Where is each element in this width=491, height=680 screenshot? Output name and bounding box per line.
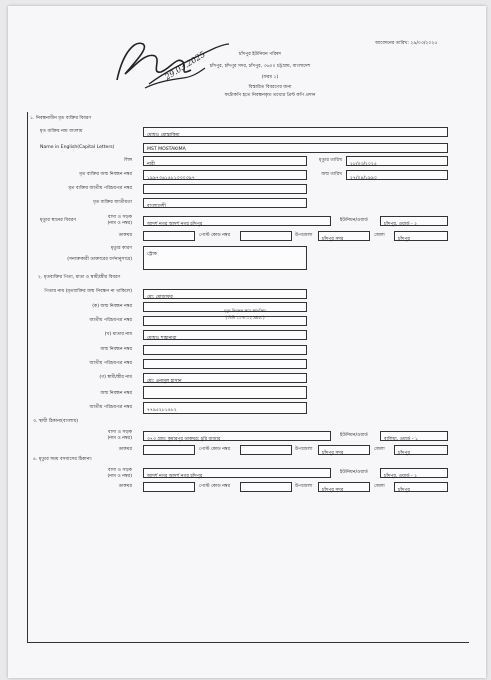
sex-field: নারী <box>143 156 307 166</box>
perm-upazila-field: চাঁদপুর সদর <box>318 445 370 455</box>
spouse-brn-label: জন্ম নিবন্ধন নম্বর <box>100 391 132 396</box>
res-upazila-label: উপজেলা <box>295 484 313 489</box>
death-postcode-field <box>240 231 292 241</box>
mother-brn-label: জন্ম নিবন্ধন নম্বর <box>100 347 132 352</box>
father-label: পিতার নাম (মৃতব্যক্তির জন্ম নিবন্ধন না থাকিলে) <box>44 289 132 294</box>
mother-field: মোছাঃ শাহানারা <box>143 330 307 340</box>
res-ward-label: ইউনিয়ন/ওয়ার্ড <box>340 470 368 475</box>
death-place-label: মৃত্যুর স্থানের বিবরণ <box>40 218 76 223</box>
subtitle-2: ফটোকপি হতে নিবন্ধনকৃত তথ্যের প্রিন্ট কপি প্রদান <box>224 93 316 98</box>
res-postcode-label: পোস্ট কোড নম্বর <box>199 484 231 489</box>
death-district-field: চাঁদপুর <box>394 231 448 241</box>
father-brn-label: (ক) জন্ম নিবন্ধন নম্বর <box>92 304 132 309</box>
section3-title: ৩. স্থায়ী ঠিকানা(বাংলায়) <box>33 419 79 424</box>
cause-label: মৃত্যুর কারণ <box>110 246 132 251</box>
mother-nid-field <box>143 359 307 369</box>
perm-ward-label: ইউনিয়ন/ওয়ার্ড <box>340 433 368 438</box>
res-village-field: আদর্শ নগর আদর্শ নগর চাঁদপুর <box>143 468 331 478</box>
perm-village-sub: (নাম ও নম্বর) <box>107 436 132 441</box>
spouse-nid-field: ৭৭৯৫২৮১৪৮২ <box>143 402 307 414</box>
perm-postcode-field <box>240 445 292 455</box>
dod-field: ২৮/০৩/২০২৫ <box>346 156 448 166</box>
spouse-nid-label: জাতীয় পরিচয়পত্র নম্বর <box>89 405 132 410</box>
death-postcode-label: পোস্ট কোড নম্বর <box>199 233 231 238</box>
res-po-label: ডাকঘর <box>118 484 132 489</box>
handwritten-signature <box>105 22 235 102</box>
sex-label: লিঙ্গ <box>124 158 132 163</box>
death-village-field: আদর্শ নগর আদর্শ নগর চাঁদপুর <box>143 216 331 226</box>
res-village-label: বাসা ও সড়ক <box>107 468 132 473</box>
office-name: চাঁদপুর ইউনিয়ন পরিষদ <box>238 52 282 57</box>
name-en-label: Name in English(Capital Letters) <box>40 145 115 150</box>
nid-field <box>143 184 307 194</box>
mother-brn-field <box>143 345 307 355</box>
death-upazila-label: উপজেলা <box>295 233 313 238</box>
perm-village-label: বাসা ও সড়ক <box>107 430 132 435</box>
dob-label: জন্ম তারিখ <box>321 172 342 177</box>
nationality-field: বাংলাদেশী <box>143 198 307 208</box>
form-number: (ফরম ১) <box>261 75 279 80</box>
death-district-label: জেলা <box>374 233 385 238</box>
perm-ward-field: বালিয়া, ওয়ার্ড - ১ <box>380 431 448 441</box>
cause-sub: (সনাক্তকারী ডাক্তারের বর্ণনানুসারে) <box>67 257 132 262</box>
perm-village-field: ৩৭৩ গ্রাম: কুমারপুর ডাকঘর: চুরি বাজার <box>143 431 331 441</box>
res-village-sub: (নাম ও নম্বর) <box>107 474 132 479</box>
office-address: চাঁদপুর, চাঁদপুর সদর, চাঁদপুর, ৩৬০০ চট্টগ্রাম, বাংলাদেশ <box>209 64 311 69</box>
perm-district-label: জেলা <box>374 447 385 452</box>
res-ward-field: চাঁদপুর, ওয়ার্ড - ২ <box>380 468 448 478</box>
signature-date: 29.03.2025 <box>163 49 207 82</box>
perm-district-field: চাঁদপুর <box>394 445 448 455</box>
spouse-brn-field <box>143 386 307 399</box>
subtitle-1: বিস্তারিত বিবরণের জন্য <box>248 85 292 90</box>
dod-label: মৃত্যুর তারিখ <box>319 158 342 163</box>
section1-title: ১. নিবন্ধনাধীন মৃত ব্যক্তির বিবরণ <box>30 116 92 121</box>
death-ward-field: চাঁদপুর, ওয়ার্ড - ২ <box>380 216 448 226</box>
death-ward-label: ইউনিয়ন/ওয়ার্ড <box>340 218 368 223</box>
brn-label: মৃত ব্যক্তির জন্ম নিবন্ধন নম্বর <box>79 172 132 177</box>
death-village-label: বাসা ও সড়ক <box>107 215 132 220</box>
res-upazila-field: চাঁদপুর সদর <box>318 482 370 492</box>
mother-label: (খ) মাতার নাম <box>104 332 132 337</box>
dob-field: ২৭/০৪/১৯৯০ <box>346 170 448 180</box>
nid-label: মৃত ব্যক্তির জাতীয় পরিচয়পত্র নম্বর <box>68 186 132 191</box>
cause-field: স্ট্রোক <box>143 246 307 270</box>
section4-title: ৪. মৃত্যুর সময় বসবাসের ঠিকানা: <box>33 457 93 462</box>
mother-nid-label: জাতীয় পরিচয়পত্র নম্বর <box>89 361 132 366</box>
name-bn-field: মোছাঃ মোস্তাকিমা <box>143 127 448 137</box>
res-po-field <box>143 482 195 492</box>
death-village-sub: (নাম ও নম্বর) <box>107 221 132 226</box>
perm-upazila-label: উপজেলা <box>295 447 313 452</box>
perm-po-field <box>143 445 195 455</box>
perm-po-label: ডাকঘর <box>118 447 132 452</box>
nationality-label: মৃত ব্যক্তির জাতীয়তা <box>93 200 132 205</box>
name-en-field: MST MOSTAKIMA <box>143 143 448 153</box>
perm-postcode-label: পোস্ট কোড নম্বর <box>199 447 231 452</box>
spouse-field: মো: এনামুল হাসান <box>143 373 307 383</box>
death-upazila-field: চাঁদপুর সদর <box>318 231 370 241</box>
spouse-label: (গ) স্বামী/স্ত্রীর নাম <box>99 375 132 380</box>
res-postcode-field <box>240 482 292 492</box>
res-district-label: জেলা <box>374 484 385 489</box>
father-field: মো: মোজাফর <box>143 289 307 299</box>
res-district-field: চাঁদপুর <box>394 482 448 492</box>
death-po-field <box>143 231 195 241</box>
application-date: আবেদনের তারিখ: ২৯/০৩/২০২৫ <box>375 41 438 46</box>
section2-title: ২. মৃতব্যক্তির পিতা, মাতা ও স্বামী/স্ত্রীর বিবরণ <box>38 275 121 280</box>
auto-note-1: মৃত্যু নিবন্ধন স্তরে স্বয়ংক্রিয় <box>224 308 266 313</box>
father-nid-label: জাতীয় পরিচয়পত্র নম্বর <box>89 318 132 323</box>
death-po-label: ডাকঘর <box>118 233 132 238</box>
name-bn-label: মৃত ব্যক্তির নাম বাংলায় <box>40 129 83 134</box>
brn-field: ১৯৯৭৩৬১৪৮১০০০৩৯৭ <box>143 170 307 180</box>
auto-note-2: ( বিধি ১১-৮.১২ দ্রষ্টব্য ) <box>225 315 265 320</box>
